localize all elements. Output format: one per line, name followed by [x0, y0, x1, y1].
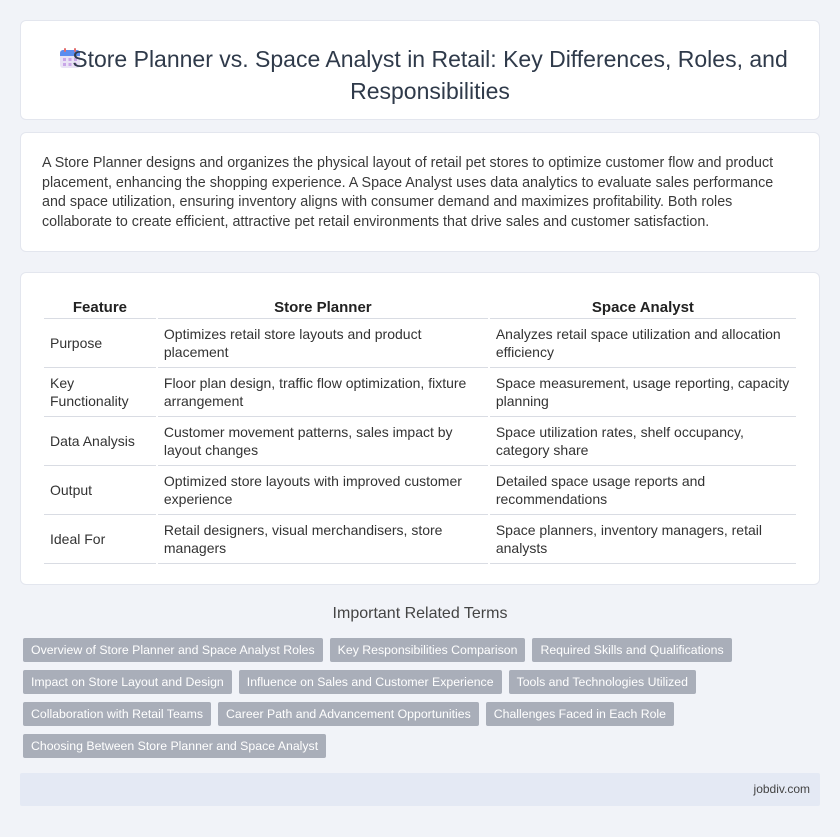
table-row [44, 417, 796, 466]
header-store-planner: Store Planner [158, 295, 488, 319]
row-store-planner: Floor plan design, traffic flow optimization, fixture arrangement [158, 368, 488, 417]
row-feature: Purpose [44, 319, 156, 368]
header-feature: Feature [44, 295, 156, 319]
row-space-analyst: Detailed space usage reports and recommendations [490, 466, 796, 515]
row-store-planner: Optimizes retail store layouts and product placement [158, 319, 488, 368]
related-term-tag[interactable]: Required Skills and Qualifications [532, 638, 731, 662]
related-term-tag[interactable]: Challenges Faced in Each Role [486, 702, 674, 726]
comparison-table [42, 295, 798, 564]
comparison-card [20, 272, 820, 585]
page-title: Store Planner vs. Space Analyst in Retail: Key Differences, Roles, and Responsibilities [72, 46, 788, 104]
related-term-tag[interactable]: Tools and Technologies Utilized [509, 670, 696, 694]
related-terms-title: Important Related Terms [332, 605, 508, 622]
related-terms-list [23, 638, 813, 766]
row-store-planner: Optimized store layouts with improved customer experience [158, 466, 488, 515]
row-store-planner: Customer movement patterns, sales impact by layout changes [158, 417, 488, 466]
intro-card [20, 132, 820, 252]
header-space-analyst: Space Analyst [490, 295, 796, 319]
related-term-tag[interactable]: Collaboration with Retail Teams [23, 702, 211, 726]
row-space-analyst: Analyzes retail space utilization and allocation efficiency [490, 319, 796, 368]
row-space-analyst: Space measurement, usage reporting, capacity planning [490, 368, 796, 417]
table-row [44, 319, 796, 368]
row-feature: Key Functionality [44, 368, 156, 417]
table-row [44, 466, 796, 515]
row-space-analyst: Space utilization rates, shelf occupancy, category share [490, 417, 796, 466]
table-header-row [44, 295, 796, 319]
related-term-tag[interactable]: Key Responsibilities Comparison [330, 638, 526, 662]
footer-site-link[interactable]: jobdiv.com [753, 782, 810, 796]
row-feature: Ideal For [44, 515, 156, 564]
related-term-tag[interactable]: Impact on Store Layout and Design [23, 670, 232, 694]
related-term-tag[interactable]: Career Path and Advancement Opportunities [218, 702, 479, 726]
related-term-tag[interactable]: Overview of Store Planner and Space Analyst Roles [23, 638, 323, 662]
row-store-planner: Retail designers, visual merchandisers, store managers [158, 515, 488, 564]
related-term-tag[interactable]: Influence on Sales and Customer Experience [239, 670, 502, 694]
related-term-tag[interactable]: Choosing Between Store Planner and Space Analyst [23, 734, 326, 758]
row-feature: Output [44, 466, 156, 515]
header-card [20, 20, 820, 120]
table-row [44, 368, 796, 417]
intro-paragraph: A Store Planner designs and organizes the physical layout of retail pet stores to optimize customer flow and product placement, enhancing the shopping experience. A Space Analyst uses data analytics to evaluate sales performance and space utilization, ensuring inventory aligns with consumer demand and maximizes profitability. Both roles collaborate to create efficient, attractive pet retail environments that drive sales and customer satisfaction. [42, 155, 774, 230]
row-space-analyst: Space planners, inventory managers, retail analysts [490, 515, 796, 564]
row-feature: Data Analysis [44, 417, 156, 466]
table-row [44, 515, 796, 564]
footer [20, 773, 820, 806]
